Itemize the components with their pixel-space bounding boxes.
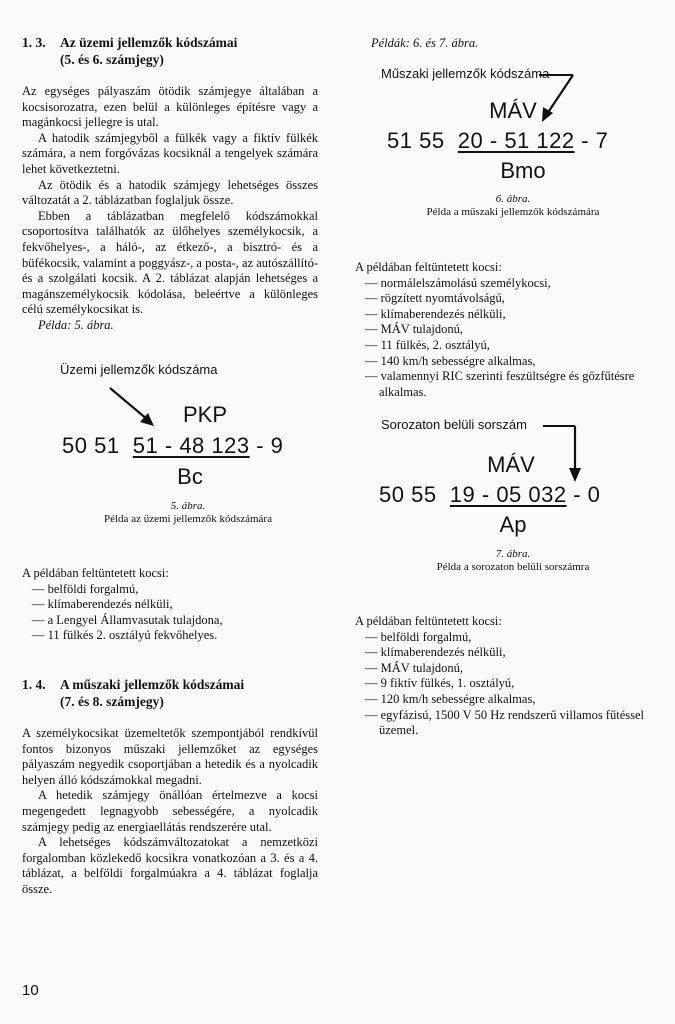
figure-code: 50 55 19 - 05 032 - 0: [379, 482, 601, 507]
examples-reference: Példák: 6. és 7. ábra.: [371, 36, 479, 50]
list-item: — MÁV tulajdonú,: [355, 322, 653, 338]
list-item: — a Lengyel Államvasutak tulajdona,: [22, 613, 318, 629]
list-item: — klímaberendezés nélküli,: [355, 307, 653, 323]
figure-label: Sorozaton belüli sorszám: [381, 417, 527, 432]
figure-owner: MÁV: [489, 98, 537, 123]
figure-label: Üzemi jellemzők kódszáma: [60, 362, 218, 377]
figure-code: 51 55 20 - 51 122 - 7: [387, 128, 609, 153]
list-item: — 9 fiktív fülkés, 1. osztályú,: [355, 676, 653, 692]
section-title: A műszaki jellemzők kódszámai: [60, 677, 245, 692]
list-item: — rögzített nyomtávolságú,: [355, 291, 653, 307]
figure-code: 50 51 51 - 48 123 - 9: [62, 433, 284, 458]
section-1-4-heading: 1. 4. A műszaki jellemzők kódszámai (7. és 8. számjegy): [22, 676, 318, 710]
section-title: Az üzemi jellemzők kódszámai: [60, 35, 238, 50]
example-list: A példában feltüntetett kocsi: — normálelszámolású személykocsi, — rögzített nyomtávolságú, — klímaberendezés nélküli, — MÁV tulajdonú, — 11 fülkés, 2. osztályú, — 140 km/h sebességre alkalmas, — valamennyi RIC szerinti feszültségre és gőzfűtésre alkalmas.: [355, 260, 653, 400]
list-item: — normálelszámolású személykocsi,: [355, 276, 653, 292]
paragraph: Ebben a táblázatban megfelelő kódszámokkal csoportosítva találhatók az ülőhelyes személykocsik, a fekvőhelyes-, a háló-, az étkező-, a bisztró- és a büfékocsik, valamint a poggyász-, a posta-, az autószállító- és a szolgálati kocsik. A 2. táblázat alapján lehetséges a magánszemélykocsik kódolása, beleértve a különleges célú személykocsikat is.: [22, 208, 318, 317]
example-list: A példában feltüntetett kocsi: — belföldi forgalmú, — klímaberendezés nélküli, — a Lengyel Államvasutak tulajdona, — 11 fülkés 2. osztályú fekvőhelyes.: [22, 566, 318, 644]
figure-owner: PKP: [182, 402, 228, 427]
list-item: — klímaberendezés nélküli,: [355, 645, 653, 661]
section-1-3-heading: 1. 3. Az üzemi jellemzők kódszámai (5. és 6. számjegy): [22, 34, 318, 68]
figure-label: Műszaki jellemzők kódszáma: [381, 66, 550, 81]
section-subtitle: (7. és 8. számjegy): [60, 694, 164, 709]
section-1-4-body: [22, 726, 318, 898]
paragraph: A hatodik számjegyből a fülkék vagy a fiktív fülkék számára, a nem forgóvázas kocsiknál a tengelyek számára lehet következtetni.: [22, 130, 318, 176]
list-item: — belföldi forgalmú,: [355, 630, 653, 646]
list-item: — egyfázisú, 1500 V 50 Hz rendszerű villamos fűtéssel üzemel.: [355, 708, 653, 739]
list-item: — belföldi forgalmú,: [22, 582, 318, 598]
page-number: 10: [22, 982, 39, 999]
example-list: A példában feltüntetett kocsi: — belföldi forgalmú, — klímaberendezés nélküli, — MÁV tulajdonú, — 9 fiktív fülkés, 1. osztályú, — 120 km/h sebességre alkalmas, — egyfázisú, 1500 V 50 Hz rendszerű villamos fűtéssel üzemel.: [355, 614, 653, 739]
figure-series: Ap: [499, 512, 527, 537]
list-item: — 120 km/h sebességre alkalmas,: [355, 692, 653, 708]
figure-series: Bmo: [500, 158, 546, 183]
list-item: — valamennyi RIC szerinti feszültségre és gőzfűtésre alkalmas.: [355, 369, 653, 400]
section-subtitle: (5. és 6. számjegy): [60, 52, 164, 67]
list-item: — 11 fülkés, 2. osztályú,: [355, 338, 653, 354]
figure-caption: 5. ábra. Példa az üzemi jellemzők kódszámára: [104, 500, 272, 525]
paragraph: A személykocsikat üzemeltetők szempontjából rendkívül fontos bizonyos műszaki jellemzőket az egységes pályaszám negyedik csoportjában a hetedik és a nyolcadik helyen álló kódszámokkal megadni.: [22, 726, 318, 787]
figure-owner: MÁV: [487, 452, 535, 477]
paragraph: A lehetséges kódszámváltozatokat a nemzetközi forgalomban közlekedő kocsikra vonatkozóan a 3. és a 4. táblázat, a belföldi forgalmúakra a 4. táblázat foglalja össze.: [22, 835, 318, 896]
list-item: — klímaberendezés nélküli,: [22, 597, 318, 613]
figure-caption: 6. ábra. Példa a műszaki jellemzők kódszámára: [426, 193, 600, 218]
section-1-3-body: [22, 84, 318, 334]
list-item: — 140 km/h sebességre alkalmas,: [355, 354, 653, 370]
paragraph: Az egységes pályaszám ötödik számjegye általában a kocsisorozatra, ezen belül a különleges építésre vagy a magánkocsi jellegre is utal.: [22, 84, 318, 130]
paragraph: Az ötödik és a hatodik számjegy lehetséges összes változatát a 2. táblázatban foglaljuk össze.: [22, 177, 318, 208]
list-item: — 11 fülkés 2. osztályú fekvőhelyes.: [22, 628, 318, 644]
figure-caption: 7. ábra. Példa a sorozaton belüli sorszámra: [436, 548, 590, 573]
paragraph: A hetedik számjegy önállóan értelmezve a kocsi megengedett legnagyobb sebességére, a nyolcadik számjegy pedig az energiaellátás rendszerére utal.: [22, 788, 318, 834]
list-item: — MÁV tulajdonú,: [355, 661, 653, 677]
paragraph: Példa: 5. ábra.: [38, 317, 114, 332]
figure-series: Bc: [177, 464, 203, 489]
